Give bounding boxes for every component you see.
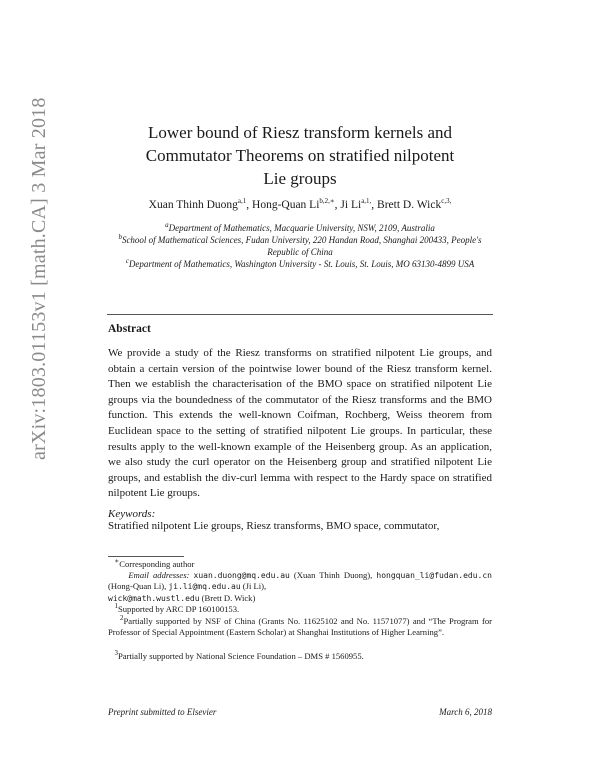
affiliation <box>108 234 492 258</box>
footnote-2 <box>108 616 492 639</box>
email-link[interactable]: wick@math.wustl.edu <box>108 593 200 603</box>
footnote-3 <box>108 651 492 662</box>
author-name: Brett D. Wick <box>377 199 442 211</box>
footnote-text: Partially supported by NSF of China (Grants No. 11625102 and No. 11571077) and “The Program for Professor of Special Appointment (Eastern Scholar) at Shanghai Institutions of Higher Learning”. <box>108 616 492 638</box>
email-link[interactable]: ji.li@mq.edu.au <box>168 582 241 592</box>
footnote-text: Supported by ARC DP 160100153. <box>117 604 240 614</box>
author-name: Xuan Thinh Duong <box>148 199 238 211</box>
arxiv-id: arXiv:1803.01153v1 [math.CA] 3 Mar 2018 <box>28 97 50 460</box>
title-line: Lie groups <box>263 169 337 188</box>
author-list <box>100 199 500 211</box>
author-name: Ji Li <box>340 199 362 211</box>
author-name: Hong-Quan Li <box>252 199 320 211</box>
affiliation-mark: a <box>165 221 169 229</box>
footnote-mark: 2 <box>120 614 124 623</box>
keywords-list: Stratified nilpotent Lie groups, Riesz transforms, BMO space, commutator, <box>108 520 440 532</box>
footnote-text: Partially supported by National Science Foundation – DMS # 1560955. <box>117 651 364 661</box>
affiliation-text: School of Mathematical Sciences, Fudan University, 220 Handan Road, Shanghai 200433, People's Republic of China <box>121 235 482 257</box>
email-owner: (Brett D. Wick) <box>201 592 256 603</box>
footnote-rule <box>108 556 184 557</box>
title-line: Commutator Theorems on stratified nilpotent <box>145 146 455 165</box>
author-affil-mark: a,1, <box>361 197 372 206</box>
paper-title <box>100 121 500 190</box>
email-link[interactable]: xuan.duong@mq.edu.au <box>193 571 290 580</box>
footnote-1 <box>108 604 492 615</box>
affiliation-mark: c <box>125 257 129 265</box>
affiliation-mark: b <box>118 233 122 241</box>
email-owner: (Hong-Quan Li), <box>108 581 167 592</box>
abstract-heading: Abstract <box>108 323 151 335</box>
footer-preprint: Preprint submitted to Elsevier <box>108 707 217 717</box>
email-label: Email addresses: <box>128 570 190 580</box>
keywords-heading: Keywords: <box>108 508 156 520</box>
author-separator: , <box>371 199 378 211</box>
footnote-mark: 1 <box>114 602 118 611</box>
footer-date: March 6, 2018 <box>439 707 492 717</box>
affiliations <box>108 222 492 270</box>
email-owner: (Ji Li), <box>242 581 267 592</box>
footnote-corresponding <box>108 559 492 570</box>
footnote-mark: ∗ <box>114 557 120 566</box>
author-separator: , <box>246 199 253 211</box>
affiliation-text: Department of Mathematics, Washington University - St. Louis, St. Louis, MO 63130-4899 USA <box>128 259 475 269</box>
footnote-mark: 3 <box>114 649 118 658</box>
author-separator: , <box>334 199 341 211</box>
title-line: Lower bound of Riesz transform kernels and <box>147 123 453 142</box>
footnote-text: Corresponding author <box>119 559 195 569</box>
author-affil-mark: c,3, <box>441 197 452 206</box>
footnote-emails <box>108 570 492 604</box>
abstract-body: We provide a study of the Riesz transforms on stratified nilpotent Lie groups, and obtain a certain version of the pointwise lower bound of the Riesz transform kernel. Then we establish the characterisation of the BMO space on stratified nilpotent Lie groups via the boundedness of the commutator of the Riesz transforms and the BMO function. This extends the well-known Coifman, Rochberg, Weiss theorem from Euclidean space to the setting of stratified nilpotent Lie groups. In particular, these results apply to the well-known example of the Heisenberg group. As an application, we also study the curl operator on the Heisenberg group and stratified nilpotent Lie groups, and establish the div-curl lemma with respect to the Hardy space on stratified nilpotent Lie groups. <box>108 347 492 500</box>
affiliation <box>108 258 492 270</box>
author-affil-mark: a,1 <box>237 197 247 206</box>
email-link[interactable]: hongquan_li@fudan.edu.cn <box>376 571 492 580</box>
affiliation-text: Department of Mathematics, Macquarie University, NSW, 2109, Australia <box>168 223 435 233</box>
abstract-top-rule <box>107 314 493 315</box>
affiliation <box>108 222 492 234</box>
email-owner: (Xuan Thinh Duong), <box>293 570 373 580</box>
author-affil-mark: b,2,∗ <box>319 197 335 206</box>
